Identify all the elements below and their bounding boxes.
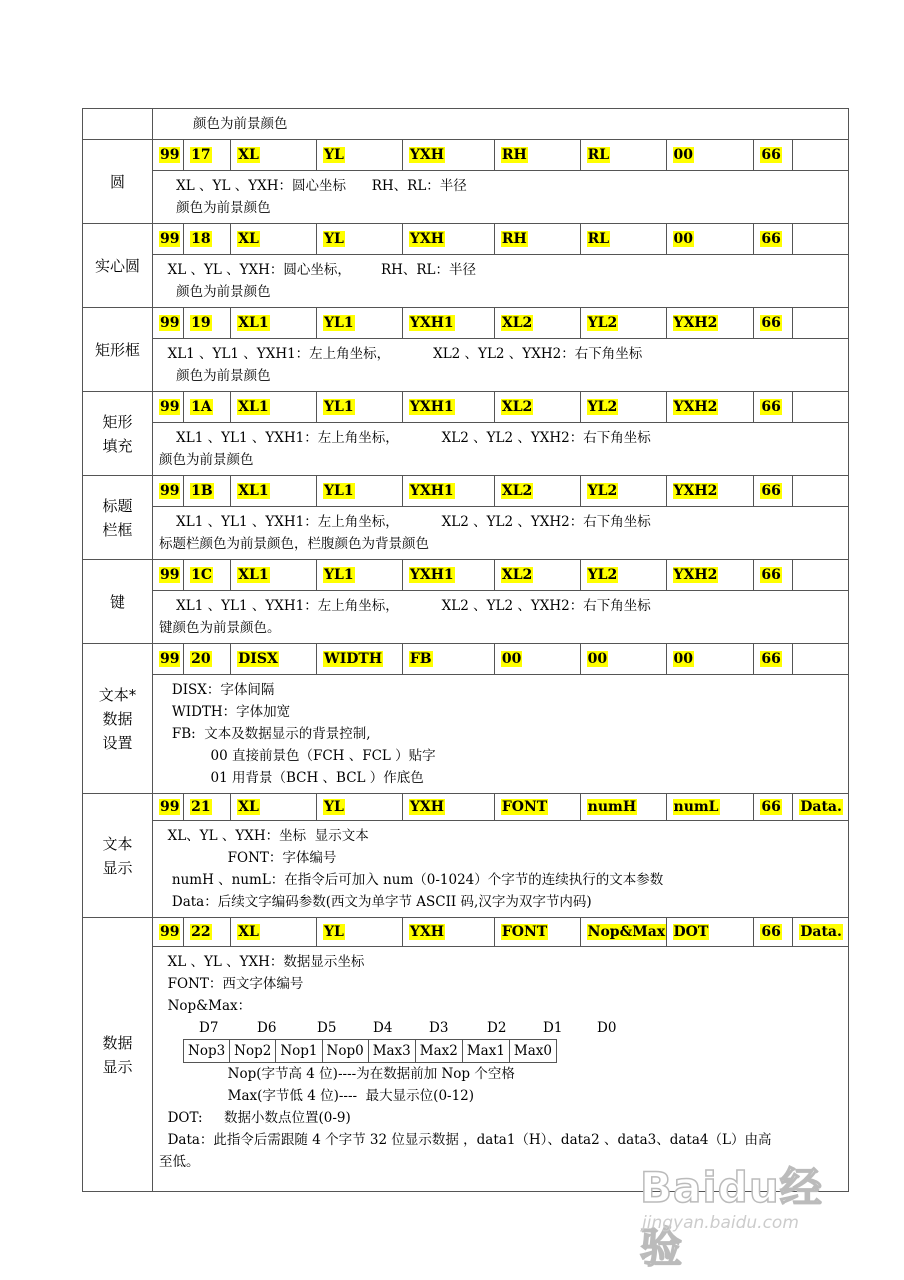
row-description [153, 591, 849, 644]
code-value: 66 [761, 483, 781, 499]
code-cell [666, 476, 754, 506]
row-description [153, 821, 849, 918]
code-value: 99 [160, 231, 180, 247]
code-cell [184, 224, 231, 254]
code-cell [580, 224, 666, 254]
code-sequence [153, 560, 848, 590]
code-value: 66 [761, 799, 781, 815]
code-cell [793, 392, 848, 422]
code-cell [494, 918, 580, 946]
code-sequence [153, 644, 848, 674]
description-line: XL、YL 、YXH：坐标 显示文本 [159, 828, 369, 844]
code-cell [793, 476, 848, 506]
row-label-text: 矩形 填充 [102, 412, 133, 455]
description-line: Data：此指令后需跟随 4 个字节 32 位显示数据 ，data1（H）、data2 、data3、data4（L）由高 [159, 1132, 772, 1148]
code-cell [153, 392, 184, 422]
code-cell [317, 794, 403, 820]
code-value: 22 [191, 924, 211, 940]
code-value: YL1 [324, 315, 354, 331]
code-value: XL [238, 799, 259, 815]
row-label-text: 数据 显示 [102, 1033, 133, 1076]
code-value: 99 [160, 147, 180, 163]
row-label [83, 560, 153, 644]
code-cell [666, 794, 754, 820]
description-line: XL1 、YL1 、YXH1：左上角坐标， XL2 、YL2 、YXH2：右下角坐标 [159, 514, 651, 530]
code-cell [317, 476, 403, 506]
code-cell [402, 224, 494, 254]
code-cell [402, 560, 494, 590]
bit-label: D5 [317, 1020, 337, 1036]
baidu-watermark [640, 1155, 860, 1272]
bit-labels [159, 1017, 842, 1039]
code-cell [666, 308, 754, 338]
code-value: RL [587, 231, 610, 247]
code-value: YL1 [324, 567, 354, 583]
code-value: YL1 [324, 483, 354, 499]
bit-cell: Nop0 [322, 1040, 368, 1063]
description-line: 颜色为前景颜色 [159, 200, 271, 216]
bit-label: D1 [543, 1020, 563, 1036]
code-cell [494, 140, 580, 170]
code-cell [580, 392, 666, 422]
code-value: 00 [501, 651, 522, 667]
code-cell [494, 794, 580, 820]
code-value: numH [587, 799, 637, 815]
code-cell [494, 224, 580, 254]
code-value: Nop&Max [587, 924, 666, 940]
code-cell [231, 794, 317, 820]
code-value: 1B [191, 483, 213, 499]
code-cell [666, 140, 754, 170]
code-cell [754, 644, 793, 674]
code-value: 00 [673, 651, 693, 667]
row-label [83, 392, 153, 476]
description-line: 01 用背景（BCH 、BCL ）作底色 [159, 770, 424, 786]
code-cell [231, 476, 317, 506]
code-value: XL2 [501, 315, 533, 331]
description-line: FONT：西文字体编号 [159, 976, 304, 992]
code-value: 21 [191, 799, 211, 815]
code-value: 99 [160, 399, 180, 415]
code-cell [494, 392, 580, 422]
code-cell [402, 392, 494, 422]
code-cell [580, 308, 666, 338]
code-cell [231, 560, 317, 590]
code-value: YL2 [587, 399, 618, 415]
code-value: 00 [673, 147, 693, 163]
bit-cell: Max2 [415, 1040, 462, 1063]
row-description [153, 423, 849, 476]
code-value: Data. [800, 799, 842, 815]
code-value: XL [238, 147, 259, 163]
code-value: 99 [160, 651, 180, 667]
code-cell [793, 918, 848, 946]
code-sequence [153, 918, 848, 946]
row-label [83, 140, 153, 224]
row-description [153, 171, 849, 224]
code-value: YXH2 [673, 399, 718, 415]
description-line: DISX：字体间隔 [159, 682, 275, 698]
code-cell [793, 644, 848, 674]
code-value: XL1 [238, 399, 269, 415]
code-cell [231, 140, 317, 170]
code-cell [494, 644, 580, 674]
description-line: 颜色为前景颜色 [159, 368, 271, 384]
description-line: numH 、numL：在指令后可加入 num（0-1024）个字节的连续执行的文本参数 [159, 872, 664, 888]
code-cell [494, 308, 580, 338]
bit-label: D0 [597, 1020, 617, 1036]
description-line: Nop(字节高 4 位)----为在数据前加 Nop 个空格 [159, 1066, 515, 1082]
code-cell [153, 560, 184, 590]
code-cell [402, 794, 494, 820]
code-cell [402, 476, 494, 506]
code-cell [184, 918, 231, 946]
code-cell [402, 308, 494, 338]
code-value: 99 [160, 483, 180, 499]
code-cell [580, 476, 666, 506]
code-cell [793, 560, 848, 590]
code-cell [153, 224, 184, 254]
code-value: XL2 [501, 567, 533, 583]
row-label [83, 794, 153, 918]
code-cell [231, 392, 317, 422]
code-cell [153, 794, 184, 820]
code-value: YXH [409, 799, 444, 815]
code-value: 66 [761, 924, 781, 940]
code-cell [317, 560, 403, 590]
code-value: YL2 [587, 483, 618, 499]
description-line: DOT: 数据小数点位置(0-9) [159, 1110, 351, 1126]
code-value: YL1 [324, 399, 354, 415]
code-value: YL [324, 231, 344, 247]
row-label [83, 644, 153, 794]
code-value: YL2 [587, 567, 618, 583]
code-value: 17 [191, 147, 211, 163]
code-cell [666, 392, 754, 422]
code-cell [184, 308, 231, 338]
code-cell [153, 308, 184, 338]
code-cell [317, 644, 403, 674]
code-cell [793, 140, 848, 170]
code-value: FONT [501, 799, 548, 815]
code-value: YL2 [587, 315, 618, 331]
code-cell [184, 560, 231, 590]
code-value: XL1 [238, 567, 269, 583]
code-value: YXH [409, 147, 444, 163]
code-cell [402, 644, 494, 674]
code-cell [793, 308, 848, 338]
description-line: 至低。 [159, 1154, 200, 1170]
code-value: 99 [160, 799, 180, 815]
code-value: 19 [191, 315, 211, 331]
row-description [153, 675, 849, 794]
code-cell [231, 308, 317, 338]
code-cell [402, 918, 494, 946]
description-line: XL1 、YL1 、YXH1：左上角坐标， XL2 、YL2 、YXH2：右下角坐标 [159, 346, 643, 362]
code-cell [184, 392, 231, 422]
description-line: 颜色为前景颜色 [193, 116, 288, 132]
bit-layout-table [183, 1039, 557, 1063]
code-value: XL [238, 231, 259, 247]
row-label-text: 文本 显示 [102, 834, 133, 877]
row-label [83, 918, 153, 1192]
code-sequence [153, 794, 848, 820]
code-value: YL [324, 799, 344, 815]
code-value: XL2 [501, 483, 533, 499]
code-cell [754, 560, 793, 590]
code-cell [153, 476, 184, 506]
code-cell [754, 140, 793, 170]
code-sequence [153, 476, 848, 506]
code-cell [580, 794, 666, 820]
code-cell [580, 560, 666, 590]
description-line: WIDTH：字体加宽 [159, 704, 291, 720]
description-line: 键颜色为前景颜色。 [159, 620, 281, 636]
code-value: 00 [587, 651, 608, 667]
code-value: RH [501, 231, 527, 247]
code-cell [754, 918, 793, 946]
code-value: YXH2 [673, 567, 718, 583]
code-cell [580, 644, 666, 674]
code-cell [153, 644, 184, 674]
code-value: YXH [409, 231, 444, 247]
code-sequence [153, 392, 848, 422]
code-cell [184, 644, 231, 674]
description-line: 00 直接前景色（FCH 、FCL ）贴字 [159, 748, 436, 764]
code-value: FB [409, 651, 432, 667]
code-cell [580, 140, 666, 170]
code-value: XL1 [238, 315, 269, 331]
code-cell [317, 918, 403, 946]
code-sequence [153, 140, 848, 170]
bit-label: D7 [199, 1020, 219, 1036]
description-line: XL1 、YL1 、YXH1：左上角坐标， XL2 、YL2 、YXH2：右下角坐标 [159, 598, 651, 614]
code-value: WIDTH [324, 651, 383, 667]
code-cell [317, 140, 403, 170]
command-table [82, 108, 849, 1192]
code-cell [666, 560, 754, 590]
row-label-text: 标题 栏框 [102, 496, 133, 539]
code-cell [317, 224, 403, 254]
code-value: YXH2 [673, 483, 718, 499]
code-sequence [153, 224, 848, 254]
description-line: Nop&Max： [159, 998, 252, 1014]
row-label [83, 476, 153, 560]
code-value: RL [587, 147, 610, 163]
code-value: 20 [191, 651, 211, 667]
code-value: YXH1 [409, 483, 454, 499]
row-description [153, 339, 849, 392]
code-cell [793, 794, 848, 820]
code-cell [754, 308, 793, 338]
code-value: 1C [191, 567, 213, 583]
code-value: YL [324, 147, 344, 163]
code-cell [666, 918, 754, 946]
code-value: YL [324, 924, 344, 940]
bit-cell: Max3 [368, 1040, 415, 1063]
code-value: 66 [761, 231, 781, 247]
code-value: DISX [238, 651, 278, 667]
row-label [83, 109, 153, 140]
code-value: YXH1 [409, 315, 454, 331]
code-value: 99 [160, 924, 180, 940]
code-value: 66 [761, 651, 781, 667]
code-value: YXH [409, 924, 444, 940]
code-value: 66 [761, 315, 781, 331]
bit-label: D4 [373, 1020, 393, 1036]
code-value: Data. [800, 924, 842, 940]
description-line: XL1 、YL1 、YXH1：左上角坐标， XL2 、YL2 、YXH2：右下角坐标 [159, 430, 651, 446]
code-value: 66 [761, 567, 781, 583]
code-cell [317, 308, 403, 338]
code-cell [754, 224, 793, 254]
code-value: numL [673, 799, 719, 815]
code-cell [231, 644, 317, 674]
code-cell [666, 224, 754, 254]
row-label [83, 224, 153, 308]
bit-cell: Max0 [509, 1040, 556, 1063]
code-cell [580, 918, 666, 946]
code-cell [153, 918, 184, 946]
description-line: 标题栏颜色为前景颜色，栏腹颜色为背景颜色 [159, 536, 429, 552]
description-line: Data：后续文字编码参数(西文为单字节 ASCII 码,汉字为双字节内码) [159, 894, 592, 910]
code-value: 99 [160, 315, 180, 331]
code-value: 99 [160, 567, 180, 583]
code-value: 1A [191, 399, 212, 415]
code-cell [184, 794, 231, 820]
code-cell [494, 560, 580, 590]
code-value: YXH1 [409, 399, 454, 415]
description-line: FONT：字体编号 [159, 850, 337, 866]
bit-label: D6 [257, 1020, 277, 1036]
code-cell [754, 794, 793, 820]
code-cell [793, 224, 848, 254]
description-line: XL 、YL 、YXH：圆心坐标， RH、RL：半径 [159, 262, 477, 278]
watermark-logo: Baidu经验 [640, 1163, 823, 1272]
description-line: XL 、YL 、YXH：圆心坐标 RH、RL：半径 [159, 178, 467, 194]
code-value: YXH2 [673, 315, 718, 331]
row-description [153, 109, 849, 140]
code-cell [754, 392, 793, 422]
code-value: XL2 [501, 399, 533, 415]
code-cell [666, 644, 754, 674]
description-line: 颜色为前景颜色 [159, 284, 271, 300]
code-cell [317, 392, 403, 422]
code-value: DOT [673, 924, 709, 940]
code-value: 18 [191, 231, 211, 247]
code-value: 66 [761, 147, 781, 163]
bit-cell: Max1 [462, 1040, 509, 1063]
description-line: 颜色为前景颜色 [159, 452, 254, 468]
description-line: FB: 文本及数据显示的背景控制, [159, 726, 371, 742]
code-value: YXH1 [409, 567, 454, 583]
code-value: XL [238, 924, 259, 940]
code-value: XL1 [238, 483, 269, 499]
bit-label: D2 [487, 1020, 507, 1036]
row-label-text: 矩形框 [94, 340, 140, 359]
code-cell [754, 476, 793, 506]
code-value: 66 [761, 399, 781, 415]
bit-cell: Nop2 [230, 1040, 276, 1063]
code-value: 00 [673, 231, 693, 247]
row-label-text: 实心圆 [94, 256, 140, 275]
code-cell [184, 476, 231, 506]
code-cell [402, 140, 494, 170]
row-description [153, 255, 849, 308]
document-page [82, 108, 848, 1192]
row-label-text: 键 [109, 592, 125, 611]
code-cell [184, 140, 231, 170]
code-value: RH [501, 147, 527, 163]
code-sequence [153, 308, 848, 338]
row-description [153, 507, 849, 560]
code-cell [494, 476, 580, 506]
row-label-text: 文本* 数据 设置 [98, 685, 137, 752]
bit-cell: Nop3 [184, 1040, 230, 1063]
watermark-url: jingyan.baidu.com [642, 1213, 799, 1233]
bit-cell: Nop1 [276, 1040, 322, 1063]
code-cell [153, 140, 184, 170]
code-value: FONT [501, 924, 548, 940]
row-label [83, 308, 153, 392]
description-line: XL 、YL 、YXH：数据显示坐标 [159, 954, 365, 970]
code-cell [231, 224, 317, 254]
bit-label: D3 [429, 1020, 449, 1036]
row-label-text: 圆 [109, 172, 125, 191]
code-cell [231, 918, 317, 946]
description-line: Max(字节低 4 位)---- 最大显示位(0-12) [159, 1088, 475, 1104]
